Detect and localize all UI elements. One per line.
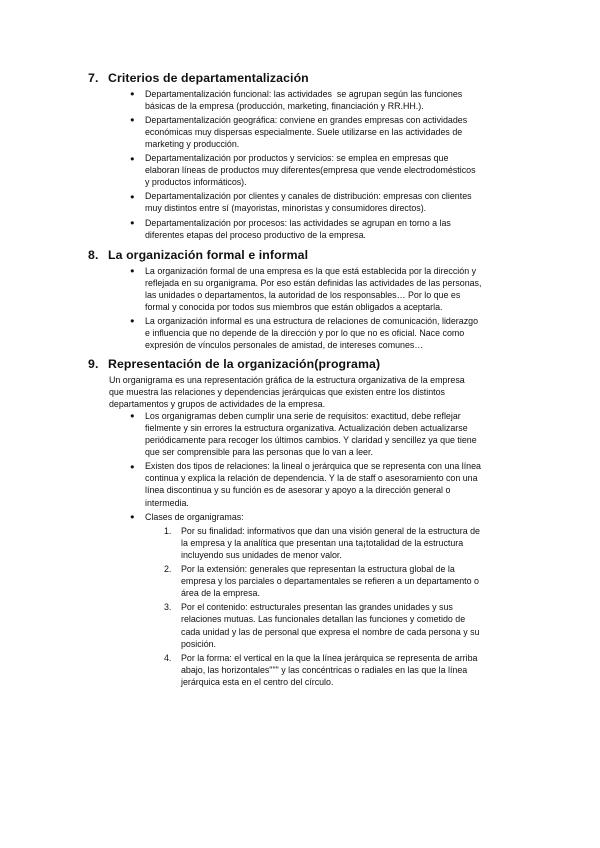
- section-title: [88, 247, 308, 263]
- bullet-text-line: Departamentalización por productos y servicios: se emplea en empresas que: [145, 153, 449, 163]
- list-number: 2.: [164, 564, 172, 574]
- paragraph-line: departamentos y grupos de actividades de la empresa.: [109, 398, 326, 409]
- bullet-icon: ●: [130, 191, 135, 201]
- numbered-item-line: cada unidad y las de personal que expresa el nombre de cada persona y su: [181, 626, 480, 637]
- bullet-text-line: Departamentalización geográfica: conviene en grandes empresas con actividades: [145, 114, 468, 125]
- bullet-text-line: Los organigramas deben cumplir una serie de requisitos: exactitud, debe reflejar: [145, 410, 461, 421]
- bullet-icon: ●: [130, 512, 135, 522]
- numbered-item-line: Por su finalidad: informativos que dan una visión general de la estructura de: [181, 525, 480, 536]
- bullet-icon: ●: [130, 218, 135, 227]
- bullet-text-line: y productos informáticos).: [145, 177, 247, 188]
- bullet-text-line: reflejada en su organigrama. Por eso están definidas las actividades de las personas,: [145, 277, 482, 288]
- bullet-icon: ●: [130, 153, 135, 163]
- section-number: 9.: [88, 357, 99, 371]
- bullet-text-line: que ser comprensible para las personas que lo van a leer.: [145, 447, 373, 458]
- bullet-text-line: fielmente y sin errores la estructura organizativa. Actualización deben actualizarse: [145, 422, 468, 433]
- bullet-text-line: económicas muy dispersas especialmente. Suele utilizarse en las actividades de: [145, 126, 463, 137]
- numbered-item-line: empresa y los parciales o departamentales se refieren a un departamento o: [181, 576, 479, 587]
- bullet-text-line: e influencia que no depende de la dirección y por lo que no es oficial. Nace como: [145, 328, 465, 338]
- bullet-text-line: muy distintos entre sí (mayoristas, minoristas y consumidores directos).: [145, 203, 427, 214]
- numbered-item-line: incluyendo sus unidades de menor valor.: [181, 549, 342, 560]
- section-title: [88, 70, 309, 86]
- bullet-text-line: elaboran líneas de productos muy diferentes(empresa que vende electrodomésticos: [145, 165, 476, 176]
- bullet-icon: ●: [130, 115, 135, 125]
- bullet-icon: ●: [130, 461, 135, 471]
- bullet-icon: ●: [130, 316, 135, 326]
- bullet-text-line: Departamentalización funcional: las actividades se agrupan según las funciones: [145, 88, 463, 99]
- numbered-item-line: Por el contenido: estructurales presentan las grandes unidades y sus: [181, 602, 453, 613]
- bullet-text-line: La organización informal es una estructura de relaciones de comunicación, liderazgo: [145, 315, 479, 326]
- bullet-text-line: expresión de vínculos personales de amistad, de intereses comunes…: [145, 340, 424, 351]
- bullet-text-line: básicas de la empresa (producción, marketing, financiación y RR.HH.).: [145, 100, 424, 111]
- numbered-item-line: posición.: [181, 638, 217, 649]
- bullet-text-line: marketing y producción.: [145, 138, 240, 149]
- list-number: 1.: [164, 525, 172, 536]
- section-heading-text: La organización formal e informal: [108, 248, 309, 262]
- bullet-text-line: diferentes etapas del proceso productivo de la empresa.: [145, 229, 367, 240]
- bullet-text-line: periódicamente para recoger los últimos cambios. Y claridad y sencillez ya que tiene: [145, 435, 477, 445]
- bullet-text-line: línea discontinua y su función es de asesorar y apoyo a la dirección general o: [145, 485, 451, 496]
- bullet-text-line: Clases de organigramas:: [145, 511, 244, 522]
- bullet-text-line: Existen dos tipos de relaciones: la lineal o jerárquica que se representa con una línea: [145, 461, 481, 472]
- bullet-text-line: continua y explica la relación de dependencia. Y la de staff o asesoramiento con una: [145, 473, 478, 484]
- numbered-item-line: abajo, las horizontales""" y las concéntricas o radiales en las que la línea: [181, 664, 468, 675]
- numbered-item-line: área de la empresa.: [181, 588, 260, 599]
- section-number: 7.: [88, 71, 99, 85]
- bullet-text-line: Departamentalización por clientes y canales de distribución: empresas con clientes: [145, 191, 472, 202]
- numbered-item-line: relaciones mutuas. Las funcionales detallan las funciones y cometido de: [181, 614, 466, 625]
- numbered-item-line: la empresa y la analítica que presentan una ta¡totalidad de la estructura: [181, 537, 464, 548]
- bullet-text-line: La organización formal de una empresa es la que está establecida por la dirección y: [145, 265, 477, 276]
- bullet-icon: ●: [130, 266, 135, 275]
- bullet-text-line: intermedia.: [145, 497, 189, 508]
- section-heading-text: Criterios de departamentalización: [108, 71, 309, 85]
- section-number: 8.: [88, 248, 99, 262]
- bullet-icon: ●: [130, 411, 135, 421]
- numbered-item-line: Por la extensión: generales que representan la estructura global de la: [181, 564, 455, 574]
- section-heading-text: Representación de la organización(programa): [108, 357, 381, 371]
- bullet-text-line: Departamentalización por procesos: las actividades se agrupan en torno a las: [145, 217, 451, 228]
- bullet-text-line: las unidades o departamentos, la autoridad de los responsables… Por lo que es: [145, 289, 461, 300]
- section-title: [88, 356, 380, 372]
- list-number: 4.: [164, 652, 172, 663]
- list-number: 3.: [164, 602, 172, 613]
- paragraph-line: que muestra las relaciones y dependencias jerárquicas que existen entre los distintos: [109, 386, 445, 397]
- bullet-icon: ●: [130, 89, 135, 98]
- numbered-item-line: jerárquica esta en el centro del círculo.: [181, 676, 334, 687]
- bullet-text-line: formal y conocida por todos sus miembros que están obligados a aceptarla.: [145, 301, 443, 312]
- paragraph-line: Un organigrama es una representación gráfica de la estructura organizativa de la empresa: [109, 374, 465, 385]
- numbered-item-line: Por la forma: el vertical en la que la línea jerárquica se representa de arriba: [181, 652, 478, 663]
